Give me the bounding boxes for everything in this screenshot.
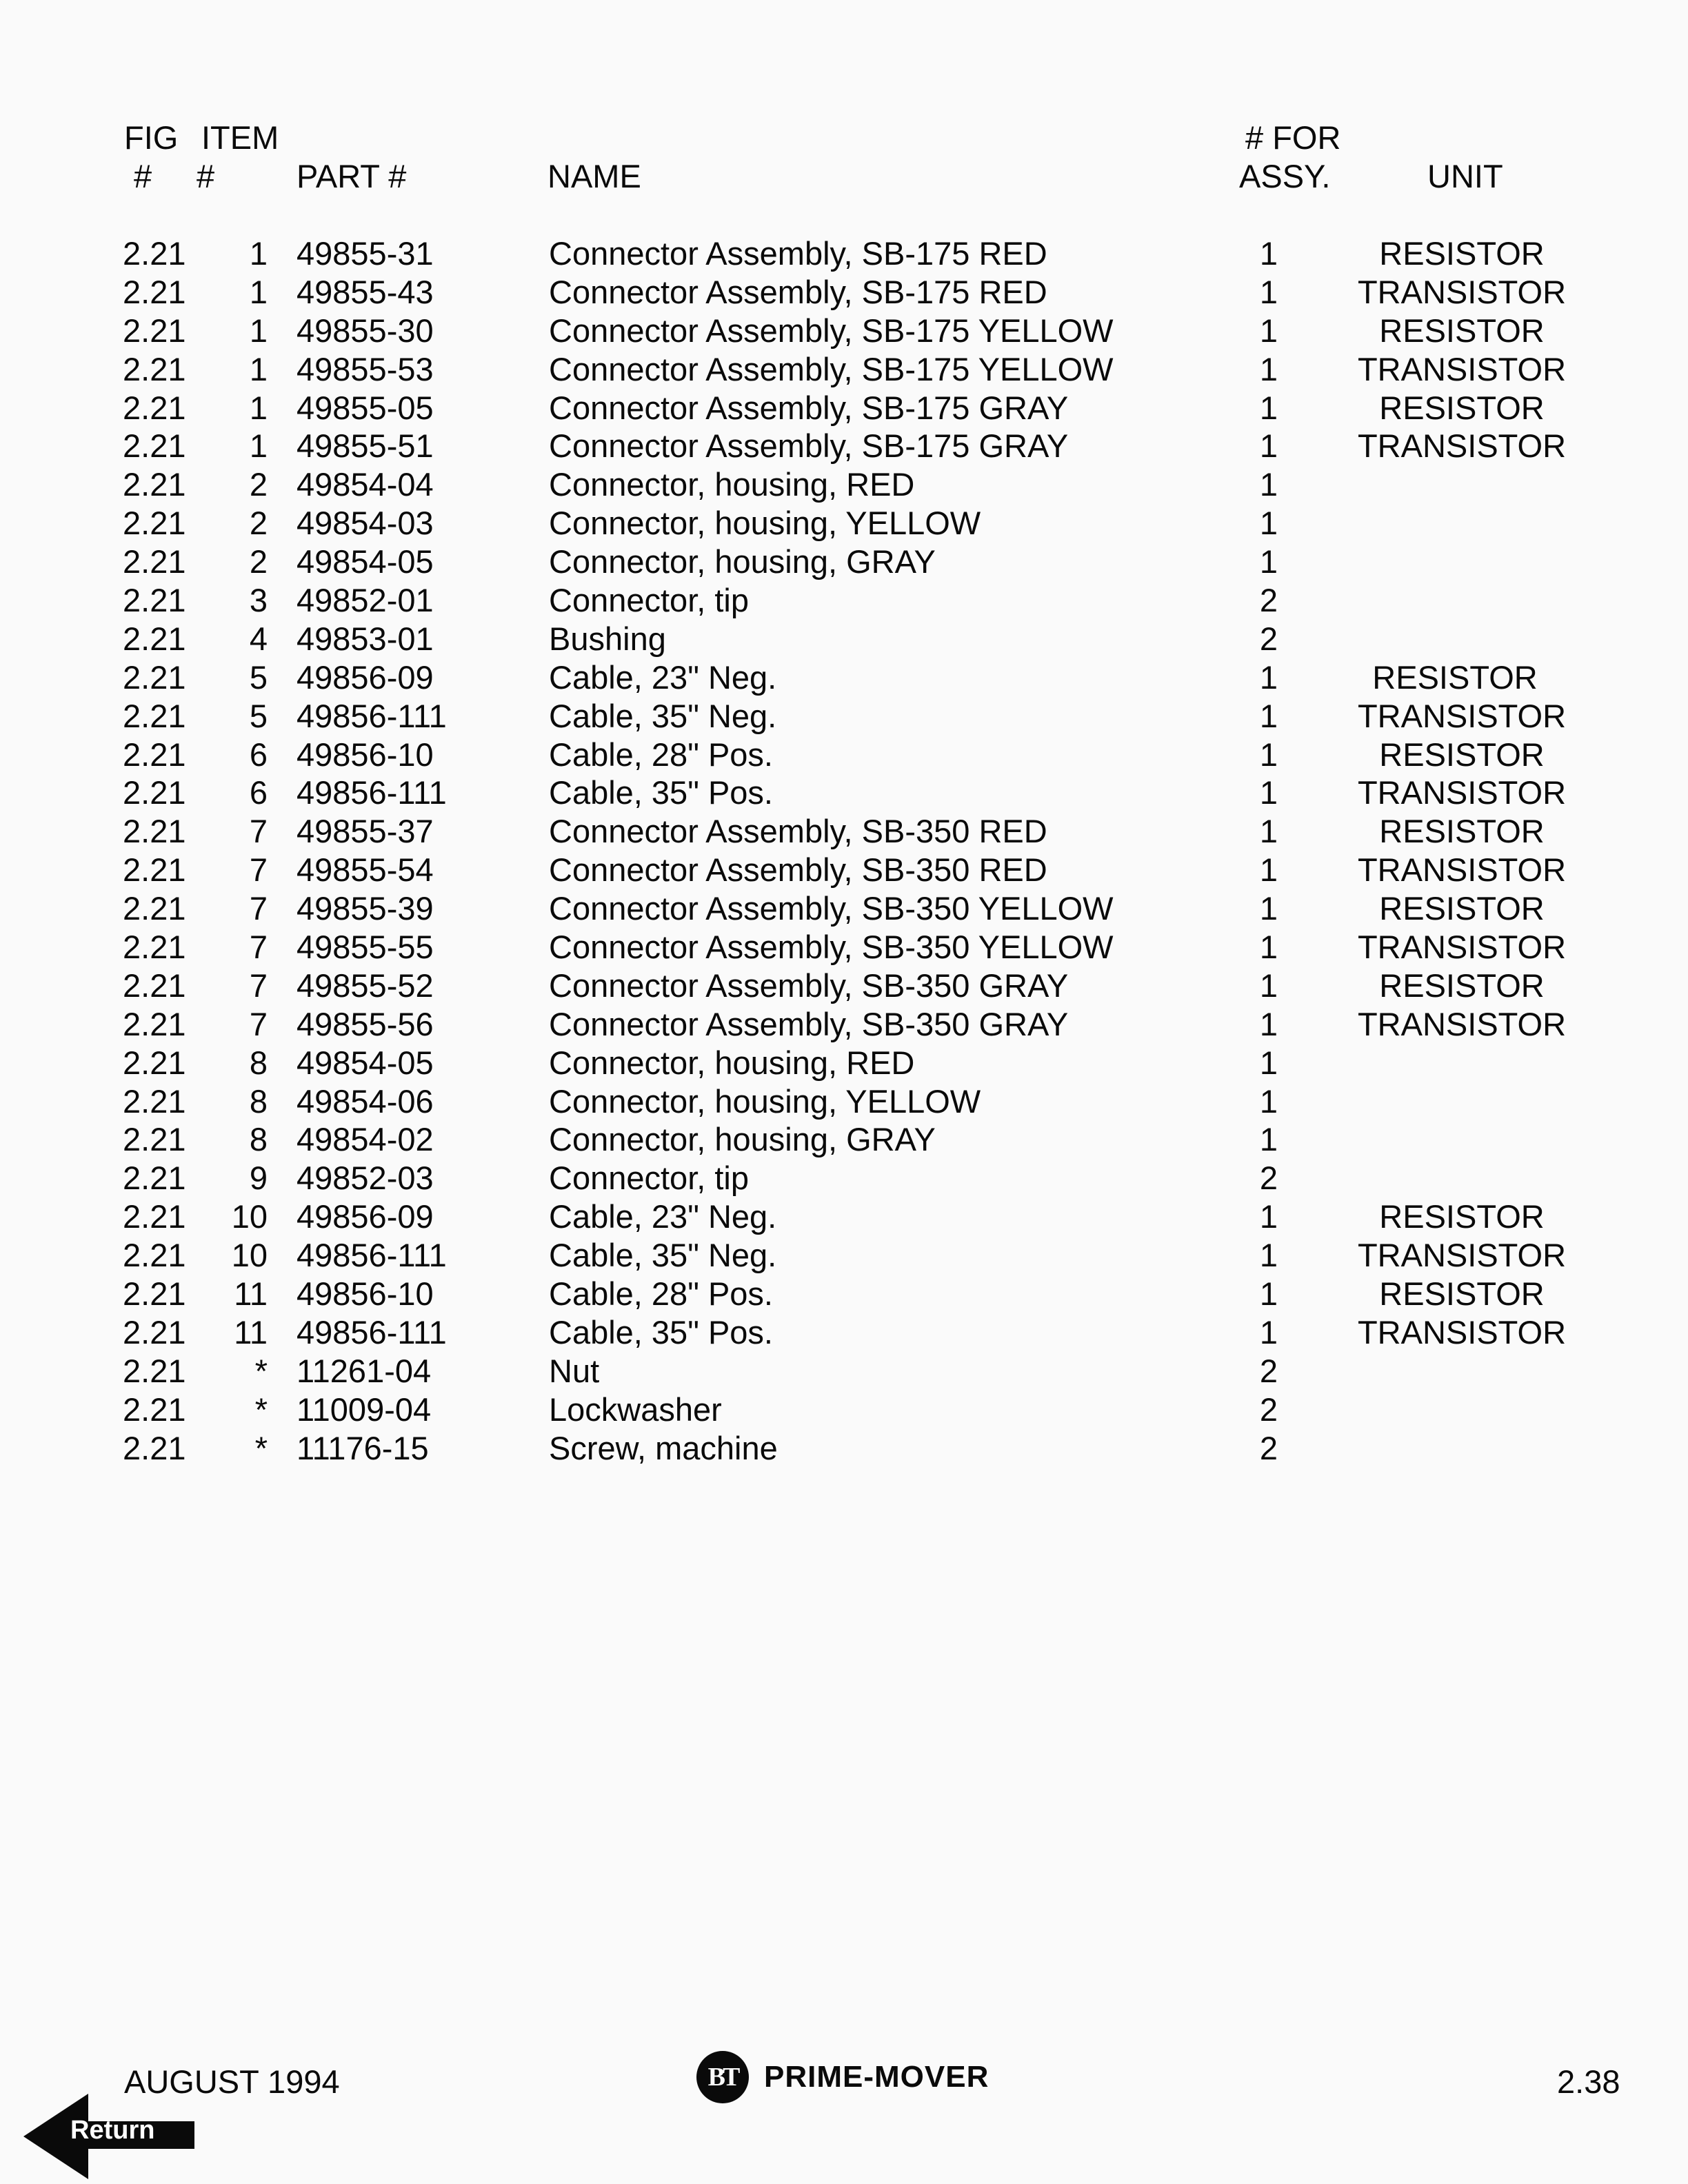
table-row <box>0 967 1688 1005</box>
part-name-cell: Cable, 28" Pos. <box>549 736 773 773</box>
fig-cell: 2.21 <box>123 466 186 503</box>
qty-cell: 1 <box>1259 1275 1278 1313</box>
fig-cell: 2.21 <box>123 697 186 734</box>
item-cell: 1 <box>249 350 268 387</box>
part-number-cell: 49855-51 <box>297 427 434 465</box>
fig-cell: 2.21 <box>123 312 186 349</box>
brand-logo <box>696 2051 989 2103</box>
table-row <box>0 774 1688 812</box>
item-cell: 9 <box>249 1160 268 1197</box>
fig-cell: 2.21 <box>123 582 186 619</box>
part-name-cell: Connector, housing, GRAY <box>549 1121 936 1158</box>
qty-cell: 1 <box>1259 658 1278 696</box>
qty-cell: 2 <box>1259 620 1278 657</box>
qty-cell: 1 <box>1259 929 1278 966</box>
part-number-cell: 49855-43 <box>297 273 434 310</box>
fig-cell: 2.21 <box>123 967 186 1004</box>
fig-cell: 2.21 <box>123 1391 186 1428</box>
item-cell: 8 <box>249 1082 268 1120</box>
fig-cell: 2.21 <box>123 736 186 773</box>
unit-cell: RESISTOR <box>1372 658 1538 696</box>
part-name-cell: Connector Assembly, SB-175 GRAY <box>549 389 1069 426</box>
part-name-cell: Connector Assembly, SB-350 GRAY <box>549 1005 1069 1042</box>
qty-cell: 1 <box>1259 312 1278 349</box>
fig-cell: 2.21 <box>123 505 186 542</box>
item-cell: 1 <box>249 235 268 272</box>
table-row <box>0 234 1688 273</box>
part-name-cell: Connector, tip <box>549 582 750 619</box>
qty-cell: 1 <box>1259 1044 1278 1081</box>
qty-cell: 1 <box>1259 1005 1278 1042</box>
part-number-cell: 49856-09 <box>297 658 434 696</box>
part-number-cell: 49855-52 <box>297 967 434 1004</box>
fig-cell: 2.21 <box>123 1429 186 1466</box>
table-row <box>0 1236 1688 1275</box>
table-row <box>0 889 1688 928</box>
unit-cell: TRANSISTOR <box>1357 851 1567 889</box>
table-row <box>0 1082 1688 1121</box>
table-row <box>0 427 1688 465</box>
table-row <box>0 1120 1688 1159</box>
fig-cell: 2.21 <box>123 851 186 889</box>
fig-cell: 2.21 <box>123 620 186 657</box>
part-number-cell: 49852-03 <box>297 1160 434 1197</box>
table-row <box>0 812 1688 851</box>
item-cell: 7 <box>249 813 268 850</box>
fig-header-line2: # <box>134 158 152 194</box>
item-cell: 7 <box>249 1005 268 1042</box>
part-name-cell: Connector, tip <box>549 1160 750 1197</box>
part-name-cell: Bushing <box>549 620 666 657</box>
qty-cell: 1 <box>1259 427 1278 465</box>
fig-cell: 2.21 <box>123 1082 186 1120</box>
item-cell: 7 <box>249 851 268 889</box>
table-row <box>0 1197 1688 1236</box>
part-number-cell: 49855-55 <box>297 929 434 966</box>
qty-cell: 2 <box>1259 582 1278 619</box>
publication-date: AUGUST 1994 <box>124 2063 340 2100</box>
fig-cell: 2.21 <box>123 929 186 966</box>
return-label: Return <box>70 2116 155 2145</box>
table-row <box>0 389 1688 427</box>
fig-cell: 2.21 <box>123 1275 186 1313</box>
fig-cell: 2.21 <box>123 1352 186 1389</box>
qty-cell: 1 <box>1259 1237 1278 1274</box>
fig-cell: 2.21 <box>123 890 186 927</box>
unit-cell: TRANSISTOR <box>1357 273 1567 310</box>
qty-cell: 1 <box>1259 813 1278 850</box>
part-number-cell: 49854-03 <box>297 505 434 542</box>
unit-cell: TRANSISTOR <box>1357 1237 1567 1274</box>
part-number-cell: 49855-56 <box>297 1005 434 1042</box>
unit-cell: RESISTOR <box>1379 1275 1545 1313</box>
unit-cell: TRANSISTOR <box>1357 1005 1567 1042</box>
qty-cell: 2 <box>1259 1391 1278 1428</box>
part-number-cell: 49855-37 <box>297 813 434 850</box>
table-row <box>0 1429 1688 1468</box>
fig-cell: 2.21 <box>123 1044 186 1081</box>
unit-cell: RESISTOR <box>1379 736 1545 773</box>
qty-cell: 1 <box>1259 967 1278 1004</box>
return-button[interactable] <box>23 2094 196 2179</box>
item-cell: 6 <box>249 736 268 773</box>
brand-name: PRIME-MOVER <box>764 2060 989 2094</box>
table-row <box>0 312 1688 350</box>
part-number-cell: 11176-15 <box>297 1429 429 1466</box>
qty-header-line2: ASSY. <box>1239 158 1331 194</box>
item-cell: 1 <box>249 273 268 310</box>
unit-cell: TRANSISTOR <box>1357 1313 1567 1351</box>
unit-cell: TRANSISTOR <box>1357 350 1567 387</box>
qty-cell: 1 <box>1259 543 1278 580</box>
part-name-cell: Connector Assembly, SB-350 GRAY <box>549 967 1069 1004</box>
part-name-cell: Connector Assembly, SB-350 RED <box>549 851 1047 889</box>
part-number-cell: 49854-06 <box>297 1082 434 1120</box>
part-name-cell: Cable, 23" Neg. <box>549 1198 777 1235</box>
item-cell: 10 <box>231 1198 268 1235</box>
column-header-part: PART # <box>297 158 407 194</box>
item-cell: * <box>254 1352 268 1389</box>
item-cell: 2 <box>249 505 268 542</box>
unit-cell: RESISTOR <box>1379 1198 1545 1235</box>
parts-table <box>0 234 1688 1468</box>
item-cell: 8 <box>249 1044 268 1081</box>
fig-cell: 2.21 <box>123 774 186 811</box>
item-cell: 6 <box>249 774 268 811</box>
qty-cell: 1 <box>1259 350 1278 387</box>
fig-cell: 2.21 <box>123 235 186 272</box>
part-name-cell: Cable, 28" Pos. <box>549 1275 773 1313</box>
part-number-cell: 49855-39 <box>297 890 434 927</box>
part-name-cell: Lockwasher <box>549 1391 722 1428</box>
table-row <box>0 658 1688 697</box>
unit-cell: RESISTOR <box>1379 813 1545 850</box>
table-row <box>0 620 1688 658</box>
qty-cell: 1 <box>1259 736 1278 773</box>
part-number-cell: 49856-09 <box>297 1198 434 1235</box>
part-name-cell: Cable, 23" Neg. <box>549 658 777 696</box>
qty-cell: 1 <box>1259 851 1278 889</box>
part-number-cell: 49855-53 <box>297 350 434 387</box>
item-cell: 7 <box>249 890 268 927</box>
table-row <box>0 1005 1688 1044</box>
part-name-cell: Connector Assembly, SB-175 GRAY <box>549 427 1069 465</box>
qty-cell: 1 <box>1259 466 1278 503</box>
qty-cell: 1 <box>1259 1198 1278 1235</box>
item-cell: 4 <box>249 620 268 657</box>
part-name-cell: Connector, housing, RED <box>549 466 915 503</box>
fig-cell: 2.21 <box>123 1121 186 1158</box>
part-number-cell: 49854-02 <box>297 1121 434 1158</box>
fig-cell: 2.21 <box>123 543 186 580</box>
qty-cell: 1 <box>1259 1121 1278 1158</box>
item-cell: 8 <box>249 1121 268 1158</box>
qty-cell: 1 <box>1259 1082 1278 1120</box>
unit-cell: RESISTOR <box>1379 890 1545 927</box>
part-number-cell: 49856-10 <box>297 1275 434 1313</box>
qty-cell: 1 <box>1259 505 1278 542</box>
fig-cell: 2.21 <box>123 1198 186 1235</box>
table-row <box>0 1391 1688 1429</box>
item-header-line1: ITEM <box>201 119 279 156</box>
item-cell: 5 <box>249 658 268 696</box>
item-cell: 5 <box>249 697 268 734</box>
qty-cell: 2 <box>1259 1352 1278 1389</box>
part-name-cell: Cable, 35" Pos. <box>549 774 773 811</box>
qty-cell: 1 <box>1259 890 1278 927</box>
table-row <box>0 543 1688 581</box>
unit-cell: TRANSISTOR <box>1357 427 1567 465</box>
part-number-cell: 49854-05 <box>297 1044 434 1081</box>
table-row <box>0 1352 1688 1391</box>
unit-cell: RESISTOR <box>1379 967 1545 1004</box>
part-name-cell: Cable, 35" Neg. <box>549 1237 777 1274</box>
qty-cell: 1 <box>1259 697 1278 734</box>
column-header-unit: UNIT <box>1427 158 1503 194</box>
unit-cell: RESISTOR <box>1379 312 1545 349</box>
part-name-cell: Connector Assembly, SB-350 RED <box>549 813 1047 850</box>
part-name-cell: Cable, 35" Neg. <box>549 697 777 734</box>
unit-cell: TRANSISTOR <box>1357 929 1567 966</box>
item-cell: 10 <box>231 1237 268 1274</box>
part-number-cell: 49855-05 <box>297 389 434 426</box>
part-number-cell: 49856-111 <box>297 1313 447 1351</box>
table-row <box>0 1159 1688 1197</box>
part-name-cell: Connector, housing, YELLOW <box>549 1082 981 1120</box>
column-header-name: NAME <box>547 158 641 194</box>
table-row <box>0 350 1688 389</box>
part-number-cell: 49855-31 <box>297 235 434 272</box>
part-name-cell: Nut <box>549 1352 600 1389</box>
part-name-cell: Connector, housing, YELLOW <box>549 505 981 542</box>
part-number-cell: 49854-05 <box>297 543 434 580</box>
fig-cell: 2.21 <box>123 1160 186 1197</box>
item-cell: 7 <box>249 967 268 1004</box>
item-cell: 2 <box>249 466 268 503</box>
table-row <box>0 1313 1688 1352</box>
fig-cell: 2.21 <box>123 658 186 696</box>
part-number-cell: 49856-10 <box>297 736 434 773</box>
table-row <box>0 697 1688 736</box>
part-number-cell: 49856-111 <box>297 697 447 734</box>
item-cell: 11 <box>234 1275 268 1313</box>
item-cell: 7 <box>249 929 268 966</box>
item-cell: * <box>254 1429 268 1466</box>
table-row <box>0 1275 1688 1313</box>
table-row <box>0 504 1688 543</box>
part-number-cell: 49855-54 <box>297 851 434 889</box>
unit-cell: TRANSISTOR <box>1357 697 1567 734</box>
fig-cell: 2.21 <box>123 1005 186 1042</box>
item-header-line2: # <box>197 158 215 194</box>
qty-cell: 2 <box>1259 1429 1278 1466</box>
table-row <box>0 928 1688 967</box>
fig-cell: 2.21 <box>123 350 186 387</box>
fig-cell: 2.21 <box>123 273 186 310</box>
part-name-cell: Connector Assembly, SB-175 YELLOW <box>549 312 1114 349</box>
part-number-cell: 49856-111 <box>297 774 447 811</box>
fig-header-line1: FIG <box>124 119 179 156</box>
page-number: 2.38 <box>1557 2063 1620 2100</box>
item-cell: * <box>254 1391 268 1428</box>
part-number-cell: 49854-04 <box>297 466 434 503</box>
part-name-cell: Connector, housing, RED <box>549 1044 915 1081</box>
fig-cell: 2.21 <box>123 427 186 465</box>
part-name-cell: Connector, housing, GRAY <box>549 543 936 580</box>
part-name-cell: Screw, machine <box>549 1429 778 1466</box>
fig-cell: 2.21 <box>123 1237 186 1274</box>
item-cell: 1 <box>249 312 268 349</box>
part-number-cell: 49852-01 <box>297 582 434 619</box>
part-name-cell: Connector Assembly, SB-175 RED <box>549 235 1047 272</box>
part-number-cell: 11261-04 <box>297 1352 432 1389</box>
qty-cell: 1 <box>1259 389 1278 426</box>
item-cell: 3 <box>249 582 268 619</box>
qty-header-line1: # FOR <box>1245 119 1341 156</box>
qty-cell: 1 <box>1259 273 1278 310</box>
qty-cell: 1 <box>1259 774 1278 811</box>
part-number-cell: 49856-111 <box>297 1237 447 1274</box>
part-name-cell: Connector Assembly, SB-350 YELLOW <box>549 890 1114 927</box>
item-cell: 1 <box>249 427 268 465</box>
part-name-cell: Connector Assembly, SB-175 YELLOW <box>549 350 1114 387</box>
item-cell: 11 <box>234 1313 268 1351</box>
part-number-cell: 49853-01 <box>297 620 434 657</box>
qty-cell: 1 <box>1259 235 1278 272</box>
unit-cell: TRANSISTOR <box>1357 774 1567 811</box>
bt-logo-icon: BT <box>696 2051 749 2103</box>
fig-cell: 2.21 <box>123 1313 186 1351</box>
part-name-cell: Connector Assembly, SB-350 YELLOW <box>549 929 1114 966</box>
table-row <box>0 736 1688 774</box>
table-row <box>0 581 1688 620</box>
table-row <box>0 851 1688 889</box>
unit-cell: RESISTOR <box>1379 389 1545 426</box>
part-name-cell: Connector Assembly, SB-175 RED <box>549 273 1047 310</box>
item-cell: 2 <box>249 543 268 580</box>
table-row <box>0 1044 1688 1082</box>
unit-cell: RESISTOR <box>1379 235 1545 272</box>
part-number-cell: 11009-04 <box>297 1391 432 1428</box>
table-row <box>0 465 1688 504</box>
item-cell: 1 <box>249 389 268 426</box>
fig-cell: 2.21 <box>123 813 186 850</box>
qty-cell: 1 <box>1259 1313 1278 1351</box>
fig-cell: 2.21 <box>123 389 186 426</box>
part-number-cell: 49855-30 <box>297 312 434 349</box>
qty-cell: 2 <box>1259 1160 1278 1197</box>
part-name-cell: Cable, 35" Pos. <box>549 1313 773 1351</box>
table-row <box>0 273 1688 312</box>
